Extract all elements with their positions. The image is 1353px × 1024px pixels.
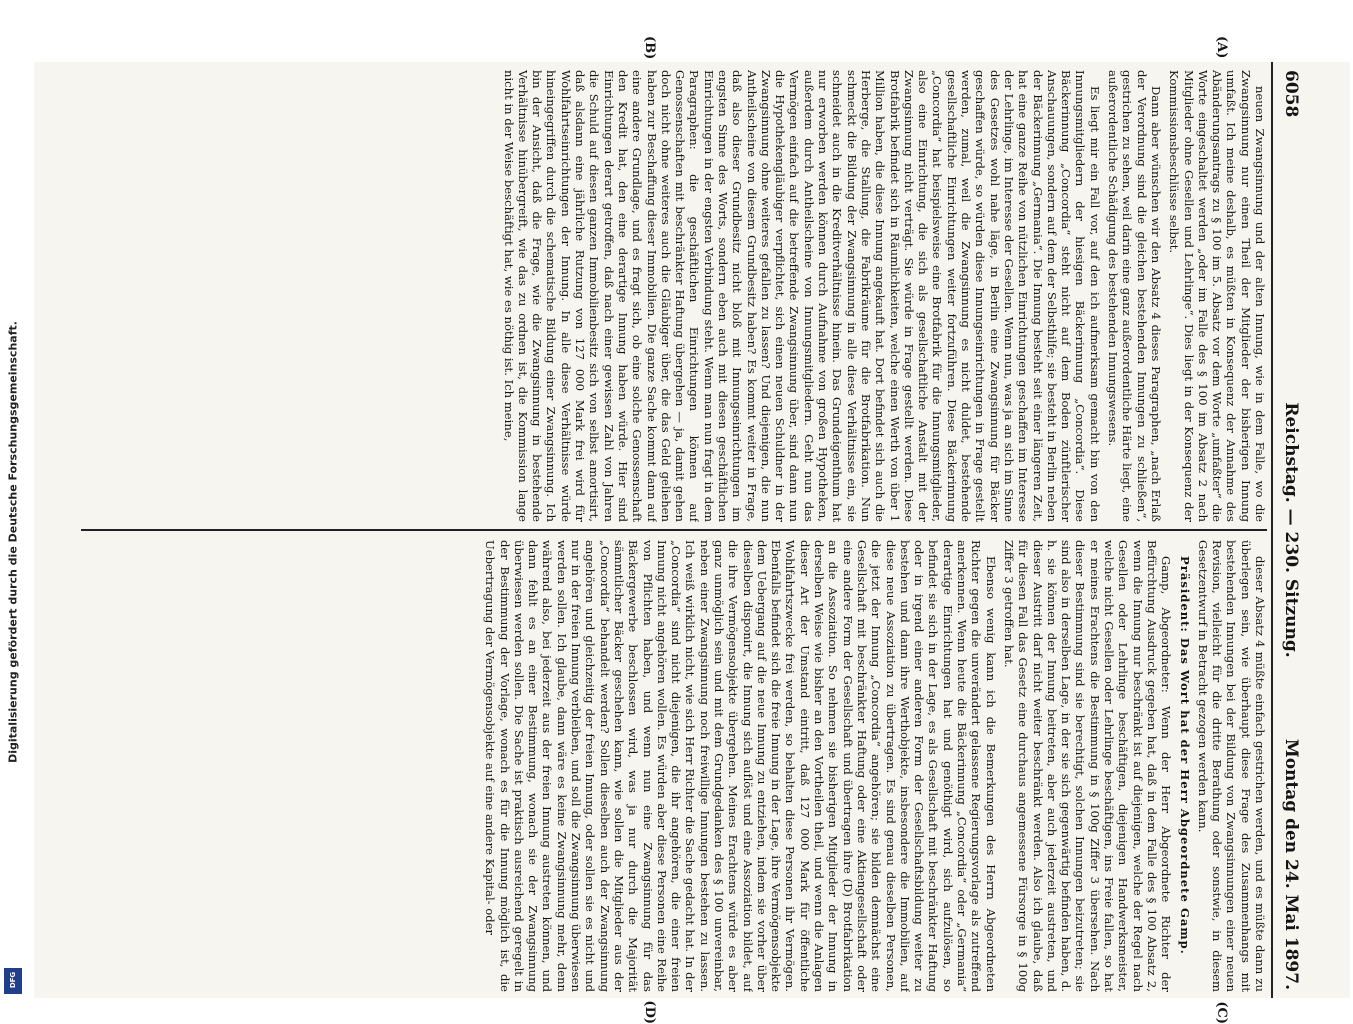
- right-paragraph: Ebenso wenig kann ich die Bemerkungen des Herrn Abgeordneten Richter gegen die unverändert gelassene Regierungsvorlage als zutreffend anerkennen. Wenn heute die Bäckerinnung „Concordia“ oder „Germania“ derartige Einrichtungen hat und genöthigt wird, sich aufzulösen, so befindet sie sich in der Lage, es als Gesellschaft mit beschränkter Haftung oder in irgend einer anderen Form der Gesellschaftsbildung weiter zu bestehen und dann ihre Werthobjekte, insbesondere die Immobilien, auf diese neue Assoziation zu übertragen. Es sind genau dieselben Personen, die jetzt der Innung „Concordia“ angehören; sie bilden demnächst eine Gesellschaft mit beschränkter Haftung oder eine Aktiengesellschaft oder eine andere Form der Gesellschaft und übertragen ihre (D) Brotfabrikation an die Assoziation. So nehmen sie bisherigen Mitglieder der Innung in derselben Weise wie bisher an den Vortheilen theil, und wenn die Anlagen dieser Art der Umstand eintritt, daß 127 000 Mark für öffentliche Wohlfahrtszwecke frei werden, so behalten diese Personen ihr Vermögen. Ebenfalls befindet sich die freie Innung in der Lage, ihre Vermögensobjekte dem Uebergang auf die neue Innung zu entziehen, indem sie vorher über dieselben disponirt, die Innung sich auflöst und eine Assoziation bildet, auf die ihre Vermögensobjekte übergehen. Meines Erachtens würde es aber ganz unmöglich sein und mit dem Grundgedanken des § 100 unvereinbar, neben einer Zwangsinnung noch freiwillige Innungen bestehen zu lassen. Ich weiß wirklich nicht, wie sich Herr Richter die Sache gedacht hat. In der „Concordia“ sind nicht diejenigen, die ihr angehören, die einer freien Innung nicht angehören wollen. Es würden aber diese Personen eine Reihe von Pflichten haben, und wenn nun eine Zwangsinnung für das Bäckergewerbe beschlossen wird, was ja nur durch die Majorität sämmtlicher Bäcker geschehen kann, wie sollen die Mitglieder aus der „Concordia“ behandelt werden? Sollen dieselben auch der Zwangsinnung angehören und gleichzeitig der freien Innung, oder sollen sie es nicht und nur in der freien Innung verbleiben, und soll die Zwangsinnung überwiesen werden sollen. Ich glaube, dann wäre es keine Zwangsinnung mehr, denn während also, bei jederzeit aus der freien Innung austreten können, und dann fehlt es an einer Bestimmung, wonach sie der Zwangsinnung überwiesen werden sollen. Die Sache ist praktisch ausreichend geregelt in der Bestimmung der Vorlage, wonach es für die Innung möglich ist, die Uebertragung der Vermögensobjekte auf eine andere Kapital- oder: [483, 540, 998, 992]
- left-paragraph: Es liegt mir ein Fall vor, auf den ich aufmerksam gemacht bin von den Innungsmitgliedern der hiesigen Bäckerinnung „Concordia“. Diese Bäckerinnung „Concordia“ steht nicht auf dem Boden zünftlerischer Anschauungen, sondern auf dem der Selbsthilfe; sie besteht in Berlin neben der Bäckerinnung „Germania“. Die Innung besteht seit einer längeren Zeit, hat eine ganze Reihe von nützlichen Einrichtungen geschaffen im Interesse der Lehrlinge, im Interesse der Gesellen. Wenn nun, was ja an sich im Sinne des Gesetzes wohl nahe läge, in Berlin eine Zwangsinnung für Bäcker geschaffen würde, so würden diese Innungseinrichtungen in Frage gestellt werden, zumal, weil die Zwangsinnung es nicht duldet, bestehende gesellschaftliche Einrichtungen weiter fortzuführen. Diese Bäckerinnung „Concordia“ hat beispielsweise eine Brotfabrik für die Innungsmitglieder, also eine Einrichtung, die sich als gesellschaftliche Anstalt mit der Zwangsinnung nicht verträgt. Sie würde in Frage gestellt werden. Diese Brotfabrik befindet sich in Räumlichkeiten, welche einen Werth von über 1 Million haben, die diese Innung angekauft hat. Dort befindet sich auch die Herberge, die Stallung, die Fabrikräume für die Brotfabrikation. Nun schmeckt die Bildung der Zwangsinnung in alle diese Verhältnisse ein, sie schneidet auch in die Kreditverhältnisse hinein. Das Grundeigenthum hat nur erworben werden können durch Aufnahme von großen Hypotheken, außerdem durch Antheilscheine von Innungsmitgliedern. Geht nun das Vermögen einfach auf die betreffende Zwangsinnung über, sind dann nun die Hypothekengläubiger verpflichtet, sich einen neuen Schuldner in der Zwangsinnung ohne weiteres gefallen zu lassen? Und diejenigen, die nun Antheilscheine von diesem Grundbesitz haben? Es kommt weiter in Frage, daß also dieser Grundbesitz nicht bloß mit Innungseinrichtungen im engsten Sinne des Worts, sondern eben auch mit diesen geschäftlichen Einrichtungen in der engsten Verbindung steht. Wenn man nun fragt in dem Paragraphen: die geschäftlichen Einrichtungen können auf Genossenschaften mit beschränkter Haftung übergehen — ja, damit gehen doch nicht ohne weiteres auch die Gläubiger über, die das Geld geliehen haben zur Beschaffung dieser Immobilien. Die ganze Sache kommt dann auf eine andere Grundlage, und es fragt sich, ob eine solche Genossenschaft den Kredit hat, den eine derartige Innung haben würde. Hier sind Einrichtungen derart getroffen, daß nach einer gewissen Zahl von Jahren die Schuld auf diesen ganzen Immobilienbesitz sich von selbst amortisirt, daß alsdann eine jährliche Rutzung von 127 000 Mark frei wird für Wohlfahrtseinrichtungen der Innung. In alle diese Verhältnisse würde hineingegriffen durch die schematische Bildung einer Zwangsinnung. Ich bin der Ansicht, daß die Frage, wie die Zwangsinnung in bestehende Verhältnisse hinübergreift, wie das zu ordnen ist, die Kommission lange nicht in der Weise beschäftigt hat, wie es nöthig ist. Ich meine,: [501, 70, 1102, 522]
- digitization-credit: [2, 62, 24, 998]
- marker-d: (D): [642, 1000, 657, 1024]
- speaker-line: Präsident: Das Wort hat der Herr Abgeordnete Gamp.: [1177, 556, 1192, 955]
- column-rule: [81, 529, 1267, 531]
- marker-a: (A): [1214, 36, 1229, 59]
- scanned-page: [34, 36, 1350, 1024]
- left-paragraph: Dann aber wünschen wir den Absatz 4 dieses Paragraphen, „nach Erlaß der Verordnung sind die gleichen bestehenden Innungen zu schließen“, gestrichen zu sehen, weil darin eine ganz außerordentliche Härte liegt, eine außerordentliche Schädigung des bestehenden Innungswesens.: [1106, 70, 1163, 522]
- right-column: [81, 540, 1267, 992]
- marker-b: (B): [642, 36, 657, 60]
- left-paragraph: neuen Zwangsinnung und der alten Innung, wie in dem Falle, wo die Zwangsinnung nur einen Theil der Mitglieder der bisherigen Innung umfaßt. Ich meine deshalb, es müßten in Konsequenz der Annahme des Abänderungsantrags zu § 100 im 5. Absatz vor dem Worte „umfaßter“ die Worte eingeschaltet werden „oder im Falle des § 100 im Absatz 2 nach Mitglieder ohne Gesellen und Lehrlinge“. Dies liegt in der Konsequenz der Kommissionsbeschlüsse selbst.: [1167, 70, 1267, 522]
- marker-c: (C): [1214, 1001, 1229, 1024]
- right-paragraph: dieser Absatz 4 müßte einfach gestrichen werden, und es müßte dann zu überlegen sein, wie überhaupt diese Frage des Zusammenhangs mit bestehenden Innungen bei der Bildung von Zwangsinnungen einer neuen Revision, vielleicht für die dritte Berathung oder sonstwie, in diesem Gesetzentwurf in Betracht gezogen werden kann.: [1195, 540, 1267, 992]
- page-header: [1271, 62, 1307, 998]
- rotated-page-content: [77, 36, 1307, 1024]
- dfg-logo: DFG: [4, 968, 22, 994]
- right-paragraph: Gamp, Abgeordneter: Wenn der Herr Abgeordnete Richter der Befürchtung Ausdruck gegeben hat, daß in dem Falle des § 100 Absatz 2, wenn die Innung nur beschränkt ist auf diejenigen, welche der Regel nach Gesellen oder Lehrlinge beschäftigen, diejenigen Handwerksmeister, welche nicht Gesellen oder Lehrlinge beschäftigen, ins Freie fallen, so hat er meines Erachtens die Bestimmung in § 100g Ziffer 3 übersehen. Nach dieser Bestimmung sind sie berechtigt, solchen Innungen beizutreten; sie sind also in derselben Lage, in der sie sich gegenwärtig befinden haben, d. h. sie können der Innung beitreten, aber auch jederzeit austreten, und dieser Austritt darf nicht weiter beschränkt werden. Also ich glaube, daß für diesen Fall das Gesetz eine durchaus angemessene Fürsorge in § 100g Ziffer 3 getroffen hat.: [1001, 540, 1174, 992]
- left-column: [81, 70, 1267, 522]
- digitization-credit-text: Digitalisierung gefördert durch die Deutsche Forschungsgemeinschaft.: [6, 321, 20, 763]
- text-columns: [81, 36, 1267, 1024]
- running-title: Reichstag. — 230. Sitzung.: [1281, 402, 1301, 658]
- session-date: Montag den 24. Mai 1897.: [1281, 738, 1301, 990]
- page-number: 6058: [1281, 70, 1301, 118]
